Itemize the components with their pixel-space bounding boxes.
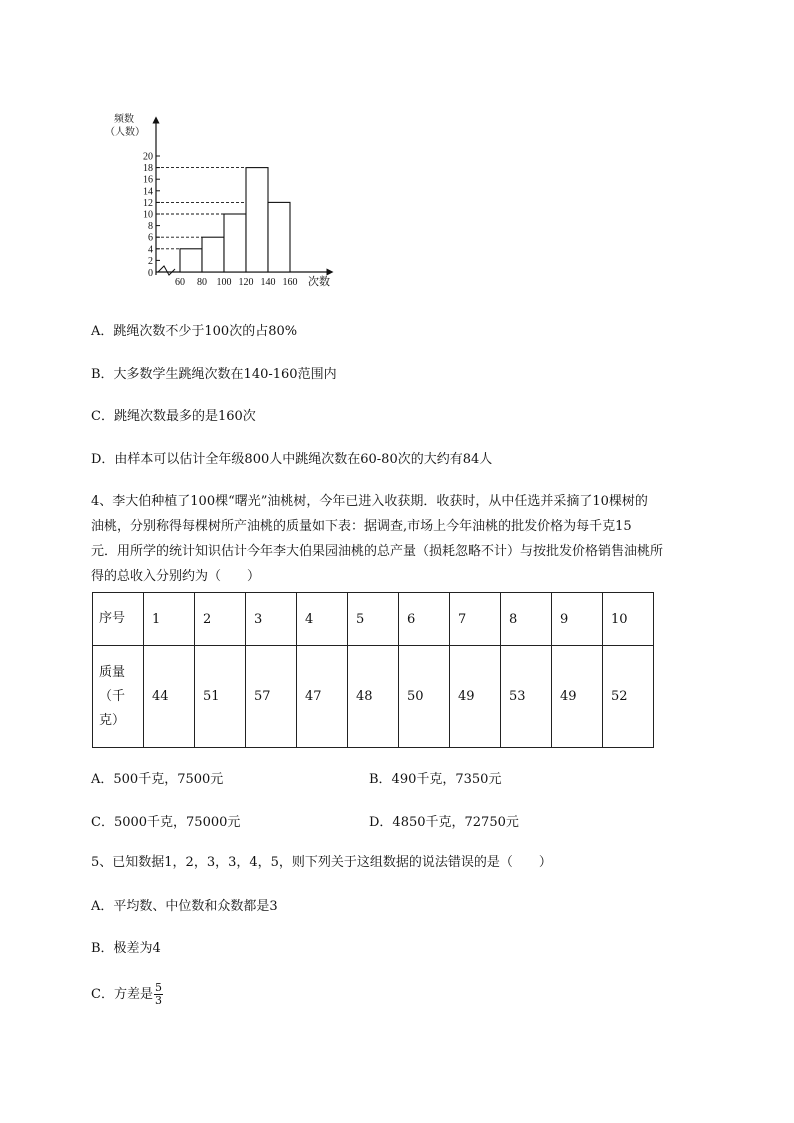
q5-option-c — [91, 982, 163, 1007]
q5-option-c-prefix: C．方差是 — [91, 987, 153, 1002]
x-tick-label: 160 — [282, 277, 298, 288]
x-axis-label: 次数 — [308, 276, 330, 288]
axis-break-mark — [158, 266, 175, 275]
q4-option-b: B．490千克，7350元 — [369, 772, 502, 787]
table-row — [93, 593, 654, 646]
mass-cell: 48 — [348, 646, 399, 748]
histogram-bar — [180, 249, 202, 272]
q4-stem-line1: 4、李大伯种植了100棵“曙光”油桃树，今年已进入收获期．收获时，从中任选并采摘了10棵树的 — [91, 494, 648, 509]
y-tick-label: 2 — [148, 255, 153, 267]
x-tick-label: 100 — [216, 277, 232, 288]
q4-option-d: D．4850千克，72750元 — [369, 815, 519, 830]
x-ticks — [175, 277, 298, 288]
y-tick-label: 6 — [148, 232, 153, 244]
y-tick-label: 8 — [148, 221, 153, 233]
mass-header-line3: 克） — [99, 712, 126, 728]
mass-cell: 52 — [603, 646, 654, 748]
serial-cell: 3 — [246, 593, 297, 646]
fraction-denominator: 3 — [154, 994, 162, 1007]
q4-option-a: A．500千克，7500元 — [91, 772, 224, 787]
frequency-histogram — [108, 108, 344, 292]
serial-cell: 10 — [603, 593, 654, 646]
q4-option-c: C．5000千克，75000元 — [91, 815, 241, 830]
x-tick-label: 120 — [238, 277, 254, 288]
table-row — [93, 646, 654, 748]
mass-cell: 51 — [195, 646, 246, 748]
q4-stem — [91, 489, 751, 589]
mass-cell: 44 — [144, 646, 195, 748]
serial-cell: 1 — [144, 593, 195, 646]
serial-cell: 7 — [450, 593, 501, 646]
y-tick-label: 12 — [143, 197, 153, 209]
q5-option-b: B．极差为4 — [91, 941, 161, 956]
q3-option-d: D．由样本可以估计全年级800人中跳绳次数在60-80次的大约有84人 — [91, 452, 493, 467]
fraction — [154, 982, 163, 1007]
x-tick-label: 60 — [175, 277, 185, 288]
serial-header: 序号 — [93, 593, 144, 646]
serial-cell: 4 — [297, 593, 348, 646]
mass-header-line2: （千 — [99, 688, 126, 704]
q5-stem: 5、已知数据1，2，3，3，4，5，则下列关于这组数据的说法错误的是（ ） — [91, 855, 552, 870]
serial-cell: 5 — [348, 593, 399, 646]
histogram-bar — [268, 202, 290, 272]
mass-header-line1: 质量 — [99, 664, 126, 680]
y-tick-label: 10 — [143, 209, 153, 221]
y-tick-label: 0 — [148, 268, 153, 279]
y-tick-label: 18 — [143, 163, 153, 175]
histogram-bar — [224, 214, 246, 272]
histogram-bars — [180, 168, 290, 272]
q3-option-a: A．跳绳次数不少于100次的占80% — [91, 324, 298, 339]
y-tick-label: 4 — [148, 244, 153, 256]
mass-cell: 47 — [297, 646, 348, 748]
mass-cell: 49 — [552, 646, 603, 748]
q3-option-b: B．大多数学生跳绳次数在140-160范围内 — [91, 367, 337, 382]
q3-option-c: C．跳绳次数最多的是160次 — [91, 409, 256, 424]
histogram-bar — [246, 168, 268, 272]
x-tick-label: 140 — [260, 277, 276, 288]
y-tick-label: 16 — [143, 174, 153, 186]
mass-header — [93, 646, 144, 748]
y-tick-label: 20 — [143, 151, 153, 163]
fraction-numerator: 5 — [154, 981, 162, 994]
mass-cell: 53 — [501, 646, 552, 748]
q4-stem-line3: 元．用所学的统计知识估计今年李大伯果园油桃的总产量（损耗忽略不计）与按批发价格销售油桃所 — [91, 544, 664, 559]
q4-stem-line4: 得的总收入分别约为（ ） — [91, 569, 261, 584]
q5-option-a: A．平均数、中位数和众数都是3 — [91, 899, 278, 914]
mass-cell: 49 — [450, 646, 501, 748]
serial-cell: 2 — [195, 593, 246, 646]
serial-cell: 8 — [501, 593, 552, 646]
histogram-bar — [202, 237, 224, 272]
peach-mass-table — [92, 592, 654, 748]
serial-cell: 6 — [399, 593, 450, 646]
serial-cell: 9 — [552, 593, 603, 646]
q4-stem-line2: 油桃，分别称得每棵树所产油桃的质量如下表：据调查,市场上今年油桃的批发价格为每千克15 — [91, 519, 632, 534]
y-ticks — [143, 152, 160, 280]
x-tick-label: 80 — [197, 277, 207, 288]
mass-cell: 57 — [246, 646, 297, 748]
y-axis-label-line2: （人数） — [108, 127, 145, 138]
histogram-svg — [108, 108, 344, 292]
mass-cell: 50 — [399, 646, 450, 748]
y-axis-label-line1: 频数 — [114, 114, 134, 125]
y-tick-label: 14 — [143, 186, 153, 198]
